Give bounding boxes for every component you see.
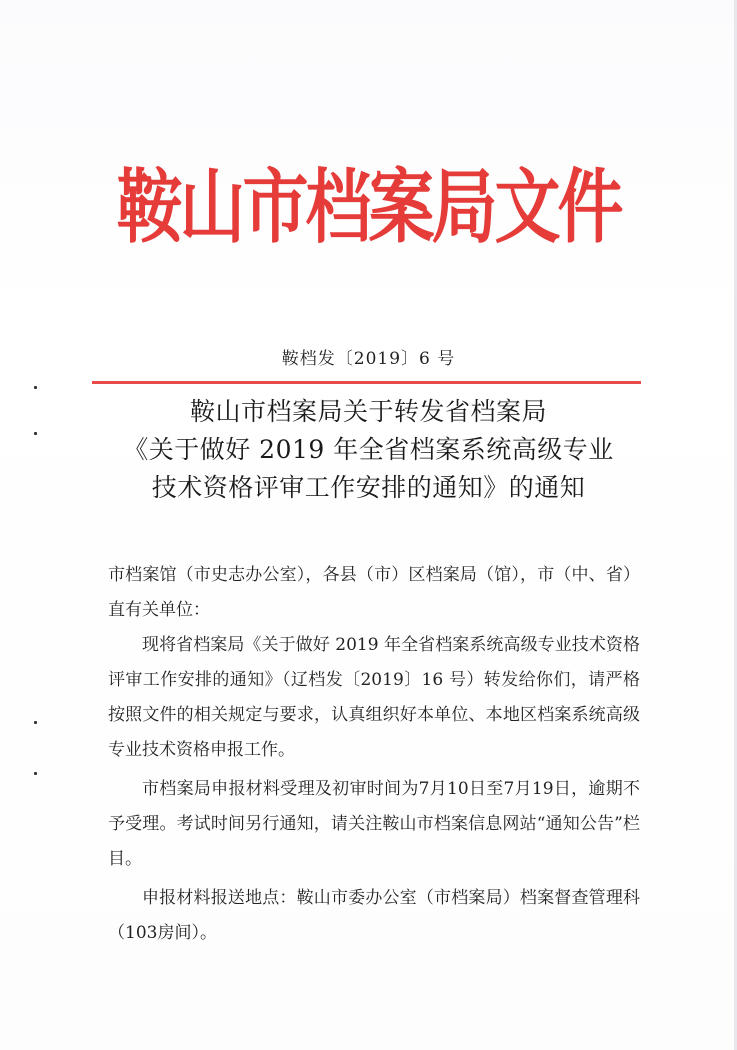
- binding-hole-mark: [34, 772, 37, 775]
- notice-title-line-1: 鞍山市档案局关于转发省档案局: [189, 397, 547, 426]
- addressee-paragraph: 市档案馆（市史志办公室），各县（市）区档案局（馆），市（中、省）直有关单位：: [108, 565, 640, 620]
- binding-hole-mark: [34, 386, 37, 389]
- notice-title: [0, 393, 737, 507]
- document-number: 鞍档发〔2019〕6 号: [281, 349, 456, 369]
- notice-body: [108, 558, 640, 951]
- body-paragraph-submission-location: 申报材料报送地点：鞍山市委办公室（市档案局）档案督查管理科（103房间）。: [108, 888, 640, 943]
- body-paragraph-forwarding: 现将省档案局《关于做好 2019 年全省档案系统高级专业技术资格评审工作安排的通知》（辽档发〔2019〕16 号）转发给你们，请严格按照文件的相关规定与要求，认真组织好本单位、本地区档案系统高级专业技术资格申报工作。: [108, 635, 640, 760]
- binding-hole-mark: [34, 721, 37, 724]
- binding-hole-mark: [34, 432, 37, 435]
- header-red-rule: [92, 381, 641, 384]
- notice-title-line-3: 技术资格评审工作安排的通知》的通知: [151, 473, 586, 502]
- notice-title-line-2: 《关于做好 2019 年全省档案系统高级专业: [123, 435, 614, 464]
- body-paragraph-schedule: 市档案局申报材料受理及初审时间为7月10日至7月19日，逾期不予受理。考试时间另行通知，请关注鞍山市档案信息网站“通知公告”栏目。: [108, 779, 640, 869]
- document-header-title: 鞍山市档案局文件: [116, 160, 621, 255]
